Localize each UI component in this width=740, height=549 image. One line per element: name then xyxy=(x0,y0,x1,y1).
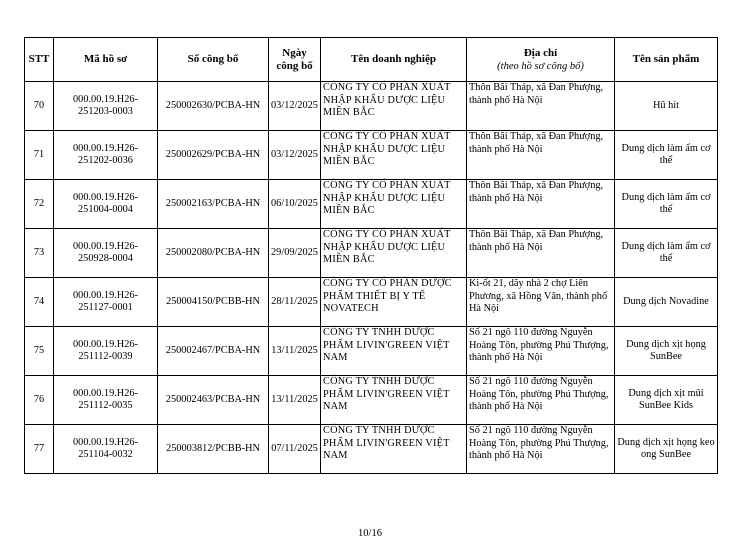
cell-so-cong-bo: 250002629/PCBA-HN xyxy=(158,131,269,180)
cell-ma-ho-so xyxy=(54,82,158,131)
cell-ten-san-pham: Dung dịch xịt mũi SunBee Kids xyxy=(615,376,718,425)
ma-ho-so-line2: 251202-0036 xyxy=(78,155,133,166)
cell-ten-doanh-nghiep: CÔNG TY CỔ PHẦN XUẤT NHẬP KHẨU DƯỢC LIỆU MIỀN BẮC xyxy=(321,131,467,180)
cell-ma-ho-so xyxy=(54,327,158,376)
cell-so-cong-bo: 250002163/PCBA-HN xyxy=(158,180,269,229)
ma-ho-so-line1: 000.00.19.H26- xyxy=(73,93,138,105)
page-number: 10/16 xyxy=(358,528,382,539)
cell-ngay-cong-bo: 03/12/2025 xyxy=(269,131,321,180)
table-row xyxy=(25,327,718,376)
header-stt: STT xyxy=(25,38,54,82)
table-row xyxy=(25,278,718,327)
cell-ma-ho-so xyxy=(54,180,158,229)
header-dia-chi-label: Địa chỉ xyxy=(523,46,558,59)
ma-ho-so-line2: 250928-0004 xyxy=(78,253,133,264)
cell-ma-ho-so xyxy=(54,376,158,425)
ma-ho-so-line1: 000.00.19.H26- xyxy=(73,191,138,203)
cell-ngay-cong-bo: 06/10/2025 xyxy=(269,180,321,229)
ma-ho-so-line1: 000.00.19.H26- xyxy=(73,436,138,448)
header-ngay-line2: công bố xyxy=(276,59,313,72)
cell-ten-san-pham: Dung dịch Novadine xyxy=(615,278,718,327)
cell-ten-doanh-nghiep: CÔNG TY CỔ PHẦN XUẤT NHẬP KHẨU DƯỢC LIỆU MIỀN BẮC xyxy=(321,229,467,278)
cell-stt: 76 xyxy=(25,376,54,425)
cell-ngay-cong-bo: 28/11/2025 xyxy=(269,278,321,327)
ma-ho-so-line2: 251127-0001 xyxy=(78,302,133,313)
cell-dia-chi: Số 21 ngõ 110 đường Nguyễn Hoàng Tôn, phường Phú Thượng, thành phố Hà Nội xyxy=(467,425,615,474)
table-row xyxy=(25,376,718,425)
cell-ten-doanh-nghiep: CÔNG TY TNHH DƯỢC PHẨM LIVIN'GREEN VIỆT NAM xyxy=(321,327,467,376)
cell-ten-doanh-nghiep: CÔNG TY TNHH DƯỢC PHẨM LIVIN'GREEN VIỆT NAM xyxy=(321,376,467,425)
cell-ten-san-pham: Dung dịch xịt họng SunBee xyxy=(615,327,718,376)
table-row xyxy=(25,82,718,131)
cell-ten-doanh-nghiep: CÔNG TY CỔ PHẦN DƯỢC PHẨM THIẾT BỊ Y TẾ NOVATECH xyxy=(321,278,467,327)
cell-ten-san-pham: Dung dịch làm ấm cơ thể xyxy=(615,229,718,278)
header-ten-doanh-nghiep: Tên doanh nghiệp xyxy=(321,38,467,82)
cell-so-cong-bo: 250002080/PCBA-HN xyxy=(158,229,269,278)
cell-ngay-cong-bo: 03/12/2025 xyxy=(269,82,321,131)
cell-so-cong-bo: 250002463/PCBA-HN xyxy=(158,376,269,425)
cell-dia-chi: Thôn Bãi Tháp, xã Đan Phượng, thành phố Hà Nội xyxy=(467,131,615,180)
cell-ten-san-pham: Dung dịch làm ấm cơ thể xyxy=(615,180,718,229)
table-row xyxy=(25,180,718,229)
cell-ma-ho-so xyxy=(54,425,158,474)
cell-stt: 74 xyxy=(25,278,54,327)
cell-stt: 77 xyxy=(25,425,54,474)
ma-ho-so-line2: 251004-0004 xyxy=(78,204,133,215)
cell-dia-chi: Ki-ốt 21, dãy nhà 2 chợ Liên Phương, xã Hồng Vân, thành phố Hà Nội xyxy=(467,278,615,327)
header-ngay-line1: Ngày xyxy=(282,46,307,59)
cell-stt: 73 xyxy=(25,229,54,278)
cell-stt: 71 xyxy=(25,131,54,180)
ma-ho-so-line1: 000.00.19.H26- xyxy=(73,338,138,350)
cell-ngay-cong-bo: 13/11/2025 xyxy=(269,376,321,425)
header-dia-chi xyxy=(467,38,615,82)
cell-ten-san-pham: Dung dịch làm ấm cơ thể xyxy=(615,131,718,180)
table-header-row xyxy=(25,38,718,82)
cell-so-cong-bo: 250004150/PCBB-HN xyxy=(158,278,269,327)
ma-ho-so-line1: 000.00.19.H26- xyxy=(73,142,138,154)
cell-ten-san-pham: Dung dịch xịt họng keo ong SunBee xyxy=(615,425,718,474)
cell-ngay-cong-bo: 29/09/2025 xyxy=(269,229,321,278)
cell-ngay-cong-bo: 13/11/2025 xyxy=(269,327,321,376)
cell-so-cong-bo: 250002630/PCBA-HN xyxy=(158,82,269,131)
cell-dia-chi: Thôn Bãi Tháp, xã Đan Phượng, thành phố Hà Nội xyxy=(467,229,615,278)
table-row xyxy=(25,425,718,474)
table-row xyxy=(25,131,718,180)
cell-dia-chi: Thôn Bãi Tháp, xã Đan Phượng, thành phố Hà Nội xyxy=(467,180,615,229)
ma-ho-so-line2: 251112-0035 xyxy=(78,400,133,411)
ma-ho-so-line2: 251104-0032 xyxy=(78,449,133,460)
cell-ma-ho-so xyxy=(54,131,158,180)
cell-ngay-cong-bo: 07/11/2025 xyxy=(269,425,321,474)
ma-ho-so-line1: 000.00.19.H26- xyxy=(73,387,138,399)
cell-dia-chi: Thôn Bãi Tháp, xã Đan Phượng, thành phố Hà Nội xyxy=(467,82,615,131)
table-row xyxy=(25,229,718,278)
ma-ho-so-line2: 251112-0039 xyxy=(78,351,133,362)
ma-ho-so-line1: 000.00.19.H26- xyxy=(73,240,138,252)
cell-ma-ho-so xyxy=(54,229,158,278)
cell-dia-chi: Số 21 ngõ 110 đường Nguyễn Hoàng Tôn, phường Phú Thượng, thành phố Hà Nội xyxy=(467,327,615,376)
ma-ho-so-line1: 000.00.19.H26- xyxy=(73,289,138,301)
header-so-cong-bo: Số công bố xyxy=(158,38,269,82)
cell-stt: 72 xyxy=(25,180,54,229)
header-ma-ho-so: Mã hồ sơ xyxy=(54,38,158,82)
cell-ma-ho-so xyxy=(54,278,158,327)
header-dia-chi-note: (theo hồ sơ công bố) xyxy=(497,60,584,72)
cell-ten-doanh-nghiep: CÔNG TY CỔ PHẦN XUẤT NHẬP KHẨU DƯỢC LIỆU MIỀN BẮC xyxy=(321,180,467,229)
product-registration-table xyxy=(24,37,718,474)
ma-ho-so-line2: 251203-0003 xyxy=(78,106,133,117)
cell-stt: 75 xyxy=(25,327,54,376)
cell-ten-doanh-nghiep: CÔNG TY TNHH DƯỢC PHẨM LIVIN'GREEN VIỆT NAM xyxy=(321,425,467,474)
cell-so-cong-bo: 250003812/PCBB-HN xyxy=(158,425,269,474)
cell-ten-doanh-nghiep: CÔNG TY CỔ PHẦN XUẤT NHẬP KHẨU DƯỢC LIỆU MIỀN BẮC xyxy=(321,82,467,131)
cell-stt: 70 xyxy=(25,82,54,131)
cell-so-cong-bo: 250002467/PCBA-HN xyxy=(158,327,269,376)
cell-ten-san-pham: Hũ hít xyxy=(615,82,718,131)
header-ten-san-pham: Tên sản phẩm xyxy=(615,38,718,82)
header-ngay-cong-bo xyxy=(269,38,321,82)
cell-dia-chi: Số 21 ngõ 110 đường Nguyễn Hoàng Tôn, phường Phú Thượng, thành phố Hà Nội xyxy=(467,376,615,425)
